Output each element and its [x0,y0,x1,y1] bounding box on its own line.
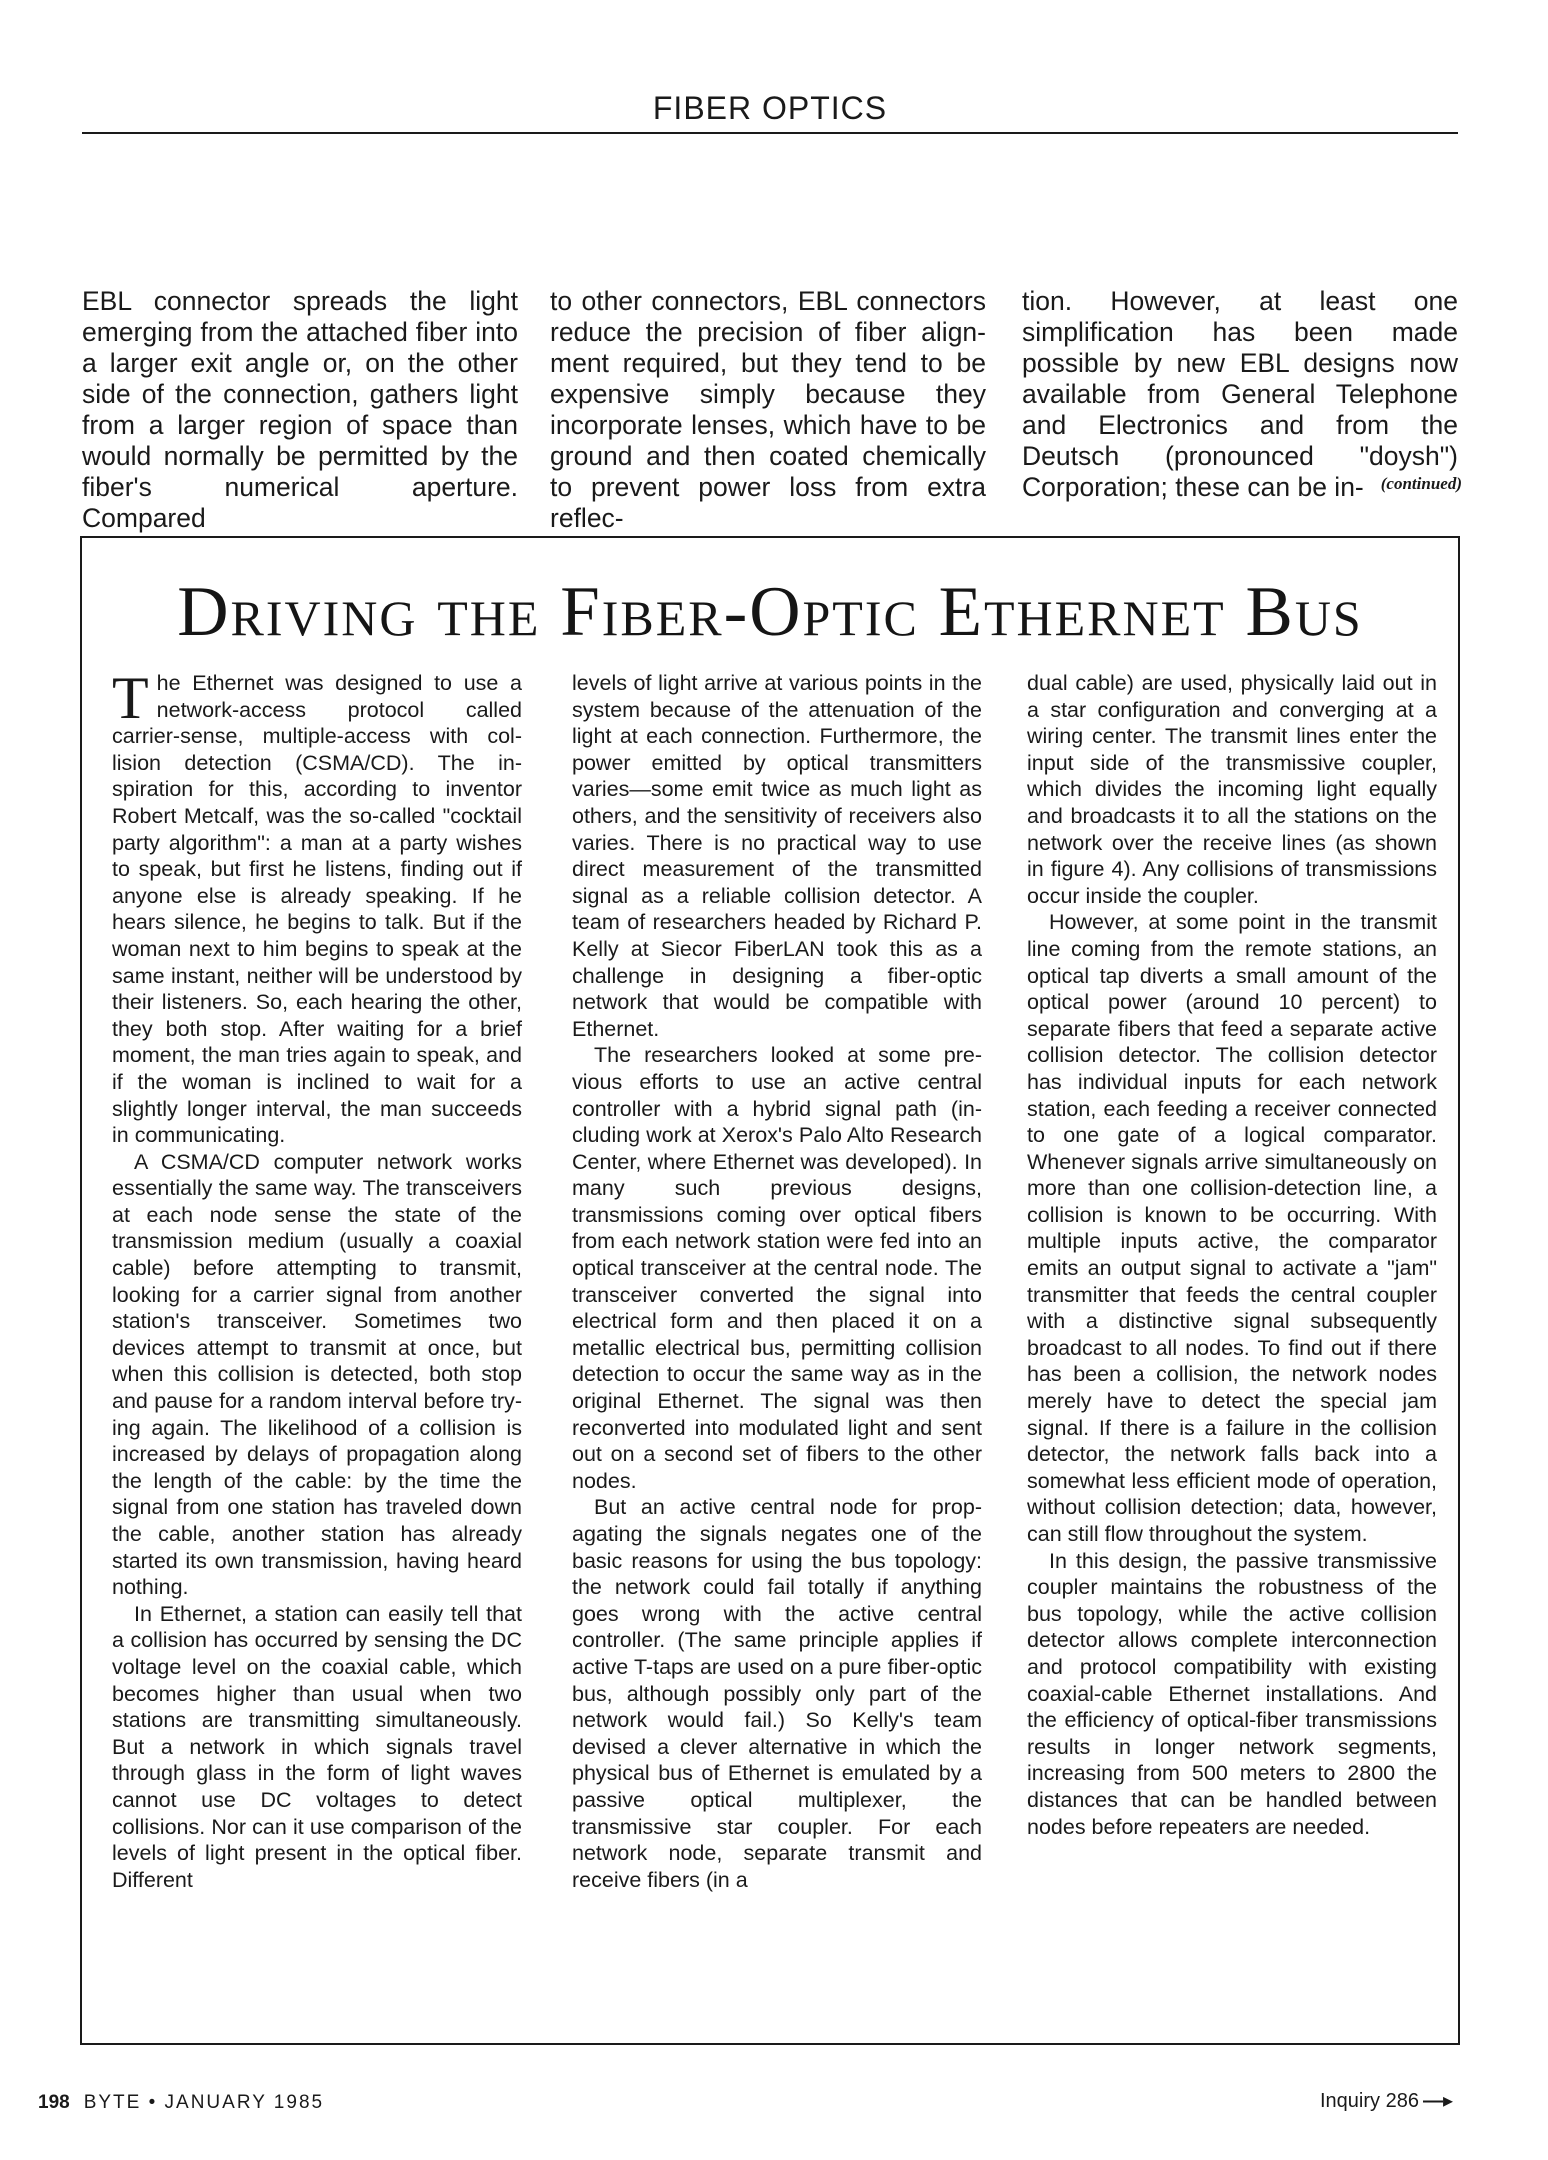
sidebar-column-1 [112,665,522,1893]
sidebar-paragraph: In this design, the passive transmissive coupler maintains the robustness of the bus topology, while the active collision detector allows complete interconnection and protocol compatibility with existing coaxial-cable Ethernet installations. And the efficiency of optical-fiber transmissions results in longer network segments, increasing from 500 meters to 2800 the distances that can be handled between nodes before repeaters are needed. [1027,1548,1437,1839]
folio [38,2092,324,2114]
publication-line: BYTE • JANUARY 1985 [83,2092,325,2113]
sidebar-column-3 [1027,670,1437,1840]
main-paragraph: EBL connector spreads the light emerging from the attached fiber into a larger exit angle or, on the other side of the connection, gathers light from a larger region of space than would normally be permitted by the fiber's numerical aperture. Compared [82,286,518,533]
drop-cap: T [112,665,149,731]
main-column-3 [1022,286,1458,503]
arrow-right-icon: —▸ [1422,2090,1454,2112]
sidebar-paragraph: The researchers looked at some previous efforts to use an active central controller with a hybrid signal path (including work at Xerox's Palo Alto Research Center, where Ethernet was developed). In many such previous designs, transmissions coming over optical fibers from each network station were fed into an optical transceiver at the central node. The transceiver converted the signal into electrical form and then placed it on a metallic electrical bus, permitting collision detection to occur the same way as in the original Ethernet. The signal was then reconverted into modulated light and sent out on a second set of fibers to the other nodes. [572,1043,982,1493]
page-number: 198 [38,2092,70,2113]
inquiry-note [1320,2088,1453,2113]
sidebar-paragraph-text: he Ethernet was designed to use a network-access protocol called carrier-sense, multiple-access with collision detection (CSMA/CD). The inspiration for this, according to inventor Robert Metcalf, was the so-called "cocktail party algorithm": a man at a party wishes to speak, but first he listens, finding out if anyone else is already speaking. If he hears silence, he begins to talk. But if the woman next to him begins to speak at the same instant, neither will be understood by their listeners. So, each hearing the other, they both stop. After waiting for a brief moment, the man tries again to speak, and if the woman is inclined to wait for a slightly longer interval, the man succeeds in communicating. [112,671,522,1148]
sidebar-title: Driving the Fiber-Optic Ethernet Bus [177,573,1363,651]
main-paragraph: to other connectors, EBL connectors reduce the precision of fiber alignment required, but they tend to be expensive simply because they incorporate lenses, which have to be ground and then coated chemically to prevent power loss from extra reflec- [550,286,986,533]
sidebar-box [80,536,1460,2045]
main-column-2 [550,286,986,534]
sidebar-paragraph [112,665,522,1149]
inquiry-label: Inquiry 286 [1320,2090,1419,2112]
section-title: FIBER OPTICS [652,90,888,126]
sidebar-column-2 [572,670,982,1893]
sidebar-paragraph: In Ethernet, a station can easily tell that a collision has occurred by sensing the DC voltage level on the coaxial cable, which becomes higher than usual when two stations are transmitting simultaneously. But a network in which signals travel through glass in the form of light waves cannot use DC voltages to detect collisions. Nor can it use comparison of the levels of light present in the optical fiber. Different [112,1601,522,1892]
sidebar-paragraph: levels of light arrive at various points in the system because of the attenuation of the light at each connection. Furthermore, the power emitted by optical transmitters varies—some emit twice as much light as others, and the sensitivity of receivers also varies. There is no practical way to use direct measurement of the transmitted signal as a reliable collision detector. A team of researchers headed by Richard P. Kelly at Siecor FiberLAN took this as a challenge in designing a fiber-optic network that would be compatible with Ethernet. [572,671,982,1041]
main-paragraph: tion. However, at least one simplification has been made possible by new EBL designs now available from General Telephone and Electronics and from the Deutsch (pronounced "doysh") Corporation; these can be in- [1022,286,1458,502]
sidebar-paragraph: A CSMA/CD computer network works essentially the same way. The transceivers at each node sense the state of the transmission medium (usually a coaxial cable) before attempting to transmit, looking for a carrier signal from another station's transceiver. Sometimes two devices attempt to transmit at once, but when this collision is detected, both stop and pause for a random interval before trying again. The likelihood of a collision is increased by delays of propagation along the length of the cable: by the time the signal from one station has traveled down the cable, another station has already started its own transmission, having heard nothing. [112,1149,522,1600]
running-head [82,88,1458,134]
main-column-1 [82,286,518,534]
main-article-columns [82,286,1462,533]
sidebar-paragraph: However, at some point in the transmit line coming from the remote stations, an optical tap diverts a small amount of the optical power (around 10 percent) to separate fibers that feed a separate active collision detector. The collision detector has individual inputs for each network station, each feeding a receiver connected to one gate of a logical comparator. Whenever signals arrive simultaneously on more than one collision-detection line, a collision is known to be occurring. With multiple inputs active, the comparator emits an output signal to activate a "jam" transmitter that feeds the central coupler with a distinctive signal subsequently broadcast to all nodes. To find out if there has been a collision, the network nodes merely have to detect the special jam signal. If there is a failure in the collision detector, the network falls back into a somewhat less efficient mode of operation, without collision detection; data, however, can still flow throughout the system. [1027,910,1437,1546]
sidebar-paragraph: But an active central node for propagating the signals negates one of the basic reasons for using the bus topology: the network could fail totally if anything goes wrong with the active central controller. (The same principle applies if active T-taps are used on a pure fiber-optic bus, although possibly only part of the network would fail.) So Kelly's team devised a clever alternative in which the physical bus of Ethernet is emulated by a passive optical multiplexer, the transmissive star coupler. For each network node, separate transmit and receive fibers (in a [572,1495,982,1892]
continued-label: (continued) [1380,474,1462,493]
sidebar-paragraph: dual cable) are used, physically laid out in a star configuration and converging at a wiring center. The transmit lines enter the input side of the transmissive coupler, which divides the incoming light equally and broadcasts it to all the stations on the network over the receive lines (as shown in figure 4). Any collisions of transmissions occur inside the coupler. [1027,671,1437,908]
